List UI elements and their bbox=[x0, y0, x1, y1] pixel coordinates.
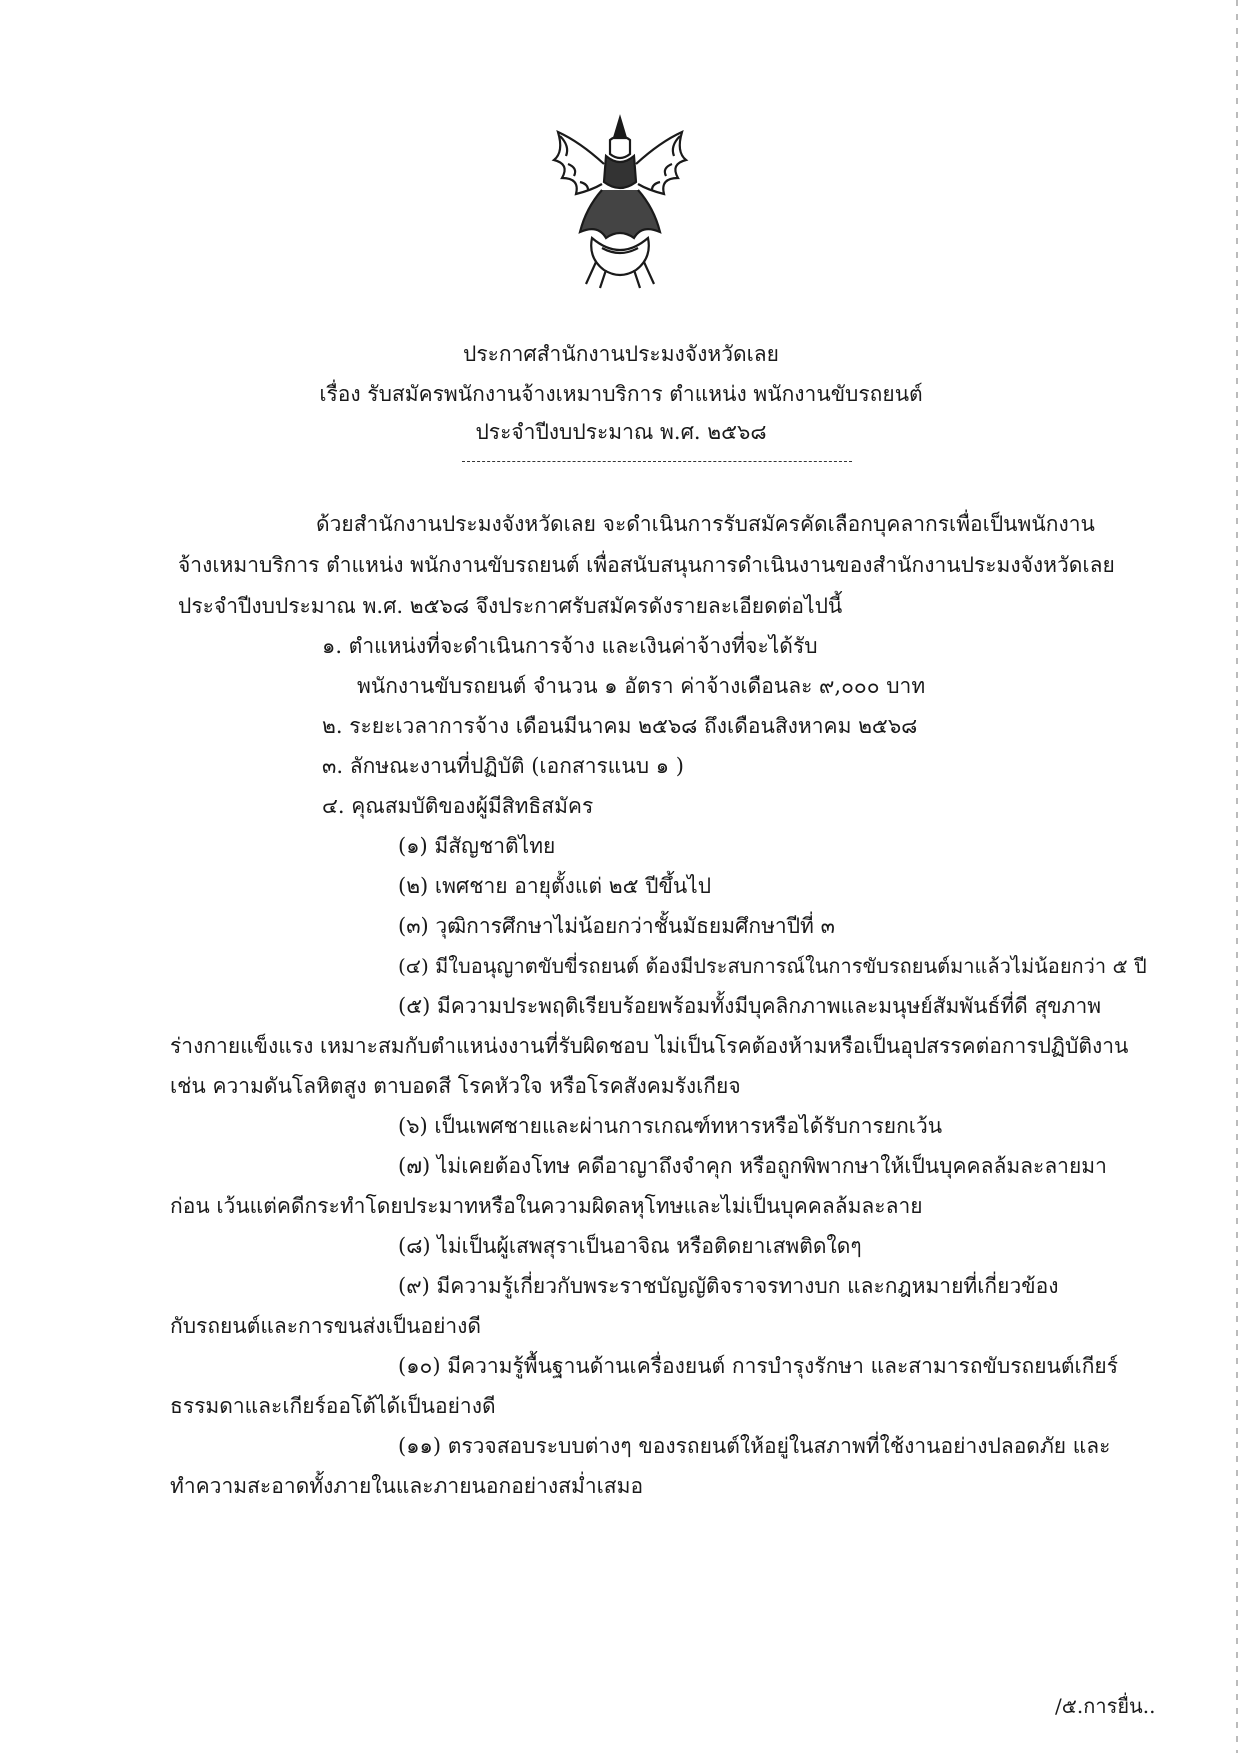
title-divider bbox=[462, 461, 852, 462]
intro-line-3: ประจำปีงบประมาณ พ.ศ. ๒๕๖๘ จึงประกาศรับสมัครดังรายละเอียดต่อไปนี้ bbox=[178, 594, 843, 618]
qualification-1: (๑) มีสัญชาติไทย bbox=[398, 834, 556, 858]
qualification-7-cont: ก่อน เว้นแต่คดีกระทำโดยประมาทหรือในความผิดลหุโทษและไม่เป็นบุคคลล้มละลาย bbox=[170, 1194, 923, 1218]
announcement-subject: เรื่อง รับสมัครพนักงานจ้างเหมาบริการ ตำแหน่ง พนักงานขับรถยนต์ bbox=[319, 382, 923, 406]
qualification-5-cont-1: ร่างกายแข็งแรง เหมาะสมกับตำแหน่งงานที่รับผิดชอบ ไม่เป็นโรคต้องห้ามหรือเป็นอุปสรรคต่อการปฏิบัติงาน bbox=[170, 1034, 1129, 1058]
qualification-4: (๔) มีใบอนุญาตขับขี่รถยนต์ ต้องมีประสบการณ์ในการขับรถยนต์มาแล้วไม่น้อยกว่า ๕ ปี bbox=[398, 954, 1147, 978]
intro-line-2: จ้างเหมาบริการ ตำแหน่ง พนักงานขับรถยนต์ เพื่อสนับสนุนการดำเนินงานของสำนักงานประมงจังหวัดเลย bbox=[178, 553, 1115, 577]
item-1-detail: พนักงานขับรถยนต์ จำนวน ๑ อัตรา ค่าจ้างเดือนละ ๙,๐๐๐ บาท bbox=[357, 674, 926, 698]
qualification-2: (๒) เพศชาย อายุตั้งแต่ ๒๕ ปีขึ้นไป bbox=[398, 874, 712, 898]
qualification-6: (๖) เป็นเพศชายและผ่านการเกณฑ์ทหารหรือได้รับการยกเว้น bbox=[398, 1114, 943, 1138]
qualification-7: (๗) ไม่เคยต้องโทษ คดีอาญาถึงจำคุก หรือถูกพิพากษาให้เป็นบุคคลล้มละลายมา bbox=[398, 1154, 1107, 1178]
announcement-title: ประกาศสำนักงานประมงจังหวัดเลย bbox=[463, 342, 779, 366]
garuda-emblem-icon bbox=[540, 112, 700, 292]
qualification-9: (๙) มีความรู้เกี่ยวกับพระราชบัญญัติจราจรทางบก และกฎหมายที่เกี่ยวข้อง bbox=[398, 1274, 1059, 1298]
scan-edge-mark bbox=[1236, 0, 1238, 1753]
continuation-note: /๕.การยื่น.. bbox=[1055, 1694, 1156, 1718]
intro-line-1: ด้วยสำนักงานประมงจังหวัดเลย จะดำเนินการรับสมัครคัดเลือกบุคลากรเพื่อเป็นพนักงาน bbox=[316, 512, 1095, 536]
fiscal-year: ประจำปีงบประมาณ พ.ศ. ๒๕๖๘ bbox=[475, 420, 767, 444]
item-3: ๓. ลักษณะงานที่ปฏิบัติ (เอกสารแนบ ๑ ) bbox=[322, 754, 684, 778]
item-2: ๒. ระยะเวลาการจ้าง เดือนมีนาคม ๒๕๖๘ ถึงเดือนสิงหาคม ๒๕๖๘ bbox=[322, 714, 918, 738]
qualification-8: (๘) ไม่เป็นผู้เสพสุราเป็นอาจิณ หรือติดยาเสพติดใดๆ bbox=[398, 1234, 862, 1258]
qualification-11: (๑๑) ตรวจสอบระบบต่างๆ ของรถยนต์ให้อยู่ในสภาพที่ใช้งานอย่างปลอดภัย และ bbox=[398, 1434, 1111, 1458]
qualification-3: (๓) วุฒิการศึกษาไม่น้อยกว่าชั้นมัธยมศึกษาปีที่ ๓ bbox=[398, 914, 835, 938]
qualification-5-cont-2: เช่น ความดันโลหิตสูง ตาบอดสี โรคหัวใจ หรือโรคสังคมรังเกียจ bbox=[170, 1074, 741, 1098]
qualification-5: (๕) มีความประพฤติเรียบร้อยพร้อมทั้งมีบุคลิกภาพและมนุษย์สัมพันธ์ที่ดี สุขภาพ bbox=[398, 994, 1102, 1018]
qualification-10: (๑๐) มีความรู้พื้นฐานด้านเครื่องยนต์ การบำรุงรักษา และสามารถขับรถยนต์เกียร์ bbox=[398, 1354, 1118, 1378]
item-4: ๔. คุณสมบัติของผู้มีสิทธิสมัคร bbox=[322, 794, 594, 818]
qualification-9-cont: กับรถยนต์และการขนส่งเป็นอย่างดี bbox=[170, 1314, 482, 1338]
qualification-11-cont: ทำความสะอาดทั้งภายในและภายนอกอย่างสม่ำเสมอ bbox=[170, 1474, 644, 1498]
qualification-10-cont: ธรรมดาและเกียร์ออโต้ได้เป็นอย่างดี bbox=[170, 1394, 496, 1418]
item-1: ๑. ตำแหน่งที่จะดำเนินการจ้าง และเงินค่าจ้างที่จะได้รับ bbox=[322, 634, 818, 658]
